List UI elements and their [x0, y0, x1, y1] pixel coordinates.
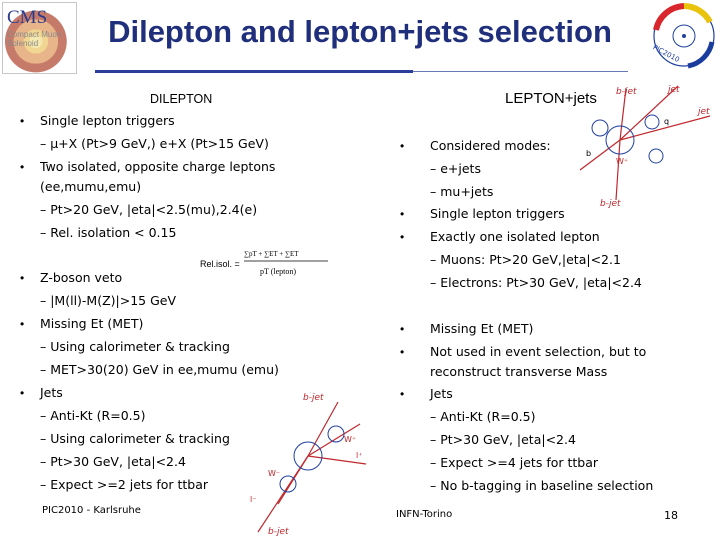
- label-W: W⁺: [344, 435, 357, 444]
- bullet: •: [20, 317, 25, 331]
- label-bjet-bottom: b-jet: [600, 199, 621, 209]
- dilepton-line: Two isolated, opposite charge leptons: [40, 159, 276, 174]
- bullet: •: [400, 230, 405, 244]
- footer-left: PIC2010 - Karlsruhe: [42, 505, 141, 516]
- leptonjets-line: – e+jets: [430, 161, 481, 176]
- label-bjet-2: b-jet: [268, 527, 289, 537]
- leptonjets-line: Considered modes:: [430, 138, 551, 153]
- leptonjets-line: Single lepton triggers: [430, 206, 565, 221]
- bullet: •: [400, 345, 405, 359]
- dilepton-event-diagram: [248, 384, 376, 540]
- label-jet-1: jet: [668, 85, 680, 95]
- dilepton-line: – MET>30(20) GeV in ee,mumu (emu): [40, 362, 279, 377]
- dilepton-line: Z-boson veto: [40, 270, 123, 285]
- dilepton-line: – μ+X (Pt>9 GeV,) e+X (Pt>15 GeV): [40, 136, 269, 151]
- dilepton-line: – Using calorimeter & tracking: [40, 339, 230, 354]
- label-Wm: W⁻: [268, 469, 281, 478]
- label-W-lj: W⁺: [616, 157, 629, 166]
- dilepton-line: – Using calorimeter & tracking: [40, 431, 230, 446]
- dilepton-line: – Pt>30 GeV, |eta|<2.4: [40, 454, 186, 469]
- leptonjets-line: – Muons: Pt>20 GeV,|eta|<2.1: [430, 252, 621, 267]
- label-bjet-top: b-jet: [616, 87, 637, 97]
- cms-logo-text: CMS: [7, 7, 48, 28]
- leptonjets-line: Missing Et (MET): [430, 321, 534, 336]
- leptonjets-line: Exactly one isolated lepton: [430, 229, 600, 244]
- leptonjets-header: LEPTON+jets: [505, 90, 597, 107]
- dilepton-line: (ee,mumu,emu): [40, 179, 142, 194]
- leptonjets-line: Not used in event selection, but to: [430, 344, 647, 359]
- bullet: •: [20, 160, 25, 174]
- svg-text:∑pT + ∑ET + ∑ET: ∑pT + ∑ET + ∑ET: [244, 250, 299, 258]
- label-lplus: l⁺: [356, 451, 363, 460]
- page-number: 18: [664, 509, 678, 522]
- bullet: •: [20, 386, 25, 400]
- formula-denominator: pT (lepton): [260, 267, 297, 276]
- label-lminus: l⁻: [250, 495, 257, 504]
- label-q: q: [664, 117, 670, 126]
- footer-center: INFN-Torino: [396, 509, 453, 520]
- bullet: •: [20, 271, 25, 285]
- dilepton-line: – Pt>20 GeV, |eta|<2.5(mu),2.4(e): [40, 202, 258, 217]
- isolation-formula: [200, 244, 330, 284]
- dilepton-line: Single lepton triggers: [40, 113, 175, 128]
- dilepton-line: – |M(ll)-M(Z)|>15 GeV: [40, 293, 177, 308]
- leptonjets-line: – Electrons: Pt>30 GeV, |eta|<2.4: [430, 275, 642, 290]
- dilepton-line: – Expect >=2 jets for ttbar: [40, 477, 209, 492]
- dilepton-line: – Anti-Kt (R=0.5): [40, 408, 146, 423]
- leptonjets-line: – Pt>30 GeV, |eta|<2.4: [430, 432, 576, 447]
- bullet: •: [400, 139, 405, 153]
- leptonjets-line: – Anti-Kt (R=0.5): [430, 409, 536, 424]
- leptonjets-line: reconstruct transverse Mass: [430, 364, 608, 379]
- bullet: •: [400, 322, 405, 336]
- bullet: •: [20, 114, 25, 128]
- title-rule-thin: [413, 71, 628, 72]
- title-rule: [95, 70, 413, 73]
- leptonjets-line: Jets: [430, 386, 453, 401]
- dilepton-line: – Rel. isolation < 0.15: [40, 225, 177, 240]
- bullet: •: [400, 207, 405, 221]
- leptonjets-line: – mu+jets: [430, 184, 494, 199]
- label-b: b: [586, 149, 592, 158]
- leptonjets-line: – No b-tagging in baseline selection: [430, 478, 654, 493]
- dilepton-header: DILEPTON: [150, 92, 213, 106]
- bullet: •: [400, 387, 405, 401]
- formula-lhs: Rel.isol. =: [200, 259, 240, 269]
- label-jet-2: jet: [698, 107, 710, 117]
- leptonjets-line: – Expect >=4 jets for ttbar: [430, 455, 599, 470]
- slide-title: Dilepton and lepton+jets selection: [108, 14, 612, 49]
- pic-arc-text: PIC2010: [651, 43, 681, 65]
- pic-conference-logo: [648, 2, 720, 74]
- dilepton-line: Missing Et (MET): [40, 316, 144, 331]
- leptonjets-event-diagram: [560, 78, 720, 213]
- cms-logo-subtitle: Compact Muon Solenoid: [7, 30, 62, 48]
- label-bjet: b-jet: [303, 393, 324, 403]
- dilepton-line: Jets: [40, 385, 63, 400]
